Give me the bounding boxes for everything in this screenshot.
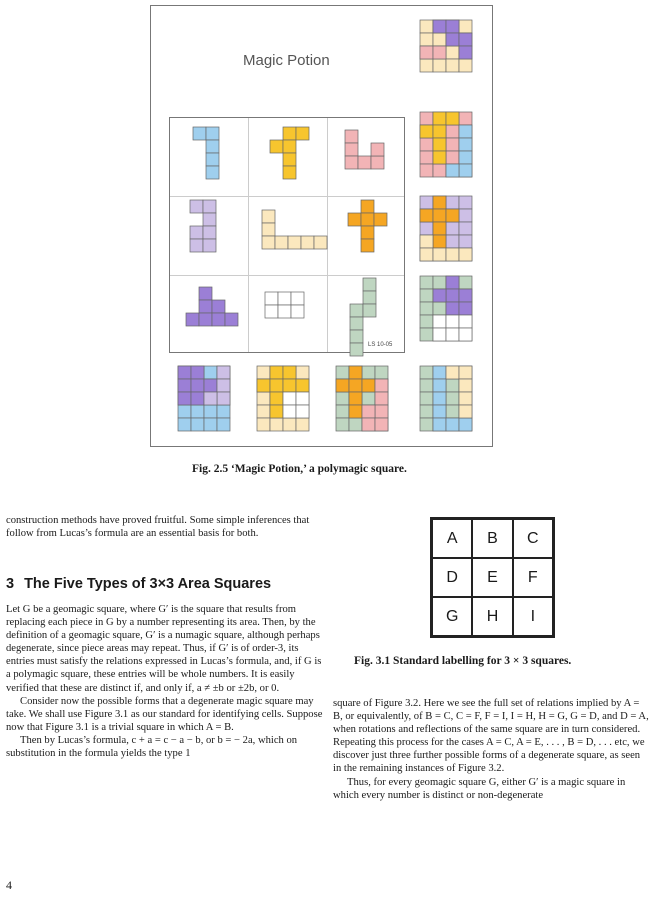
grid-cell-i: I bbox=[514, 598, 552, 635]
figure-caption: Fig. 2.5 ‘Magic Potion,’ a polymagic square. bbox=[192, 463, 407, 475]
section-heading bbox=[6, 576, 271, 592]
intro-text: construction methods have proved fruitful. Some simple inferences that follow from Lucas’s formula are an essential basis for both. bbox=[6, 515, 310, 540]
board-piece-2 bbox=[270, 127, 309, 179]
section-title: The Five Types of 3×3 Area Squares bbox=[24, 576, 272, 592]
page-number: 4 bbox=[6, 878, 12, 892]
section-number: 3 bbox=[6, 576, 15, 592]
left-column-text bbox=[6, 603, 326, 760]
right-paragraph-2: Thus, for every geomagic square G, either G′ is a magic square in which every number is distinct or non-degenerate bbox=[333, 776, 626, 801]
grid-cell-c: C bbox=[514, 520, 552, 557]
labelling-caption: Fig. 3.1 Standard labelling for 3 × 3 squares. bbox=[354, 655, 572, 667]
assembled-overlay bbox=[283, 392, 309, 418]
board-piece-7 bbox=[186, 287, 238, 326]
grid-cell-d: D bbox=[433, 559, 471, 596]
grid-cell-a: A bbox=[433, 520, 471, 557]
board-code: LS 10-05 bbox=[368, 342, 393, 348]
grid-cell-f: F bbox=[514, 559, 552, 596]
board-piece-6 bbox=[348, 200, 387, 252]
board-piece-8 bbox=[265, 292, 304, 318]
intro-paragraph bbox=[6, 514, 324, 540]
grid-cell-e: E bbox=[473, 559, 511, 596]
board-piece-3 bbox=[345, 130, 384, 169]
grid-cell-h: H bbox=[473, 598, 511, 635]
grid-cell-b: B bbox=[473, 520, 511, 557]
grid-cell-g: G bbox=[433, 598, 471, 635]
board-piece-4 bbox=[190, 200, 216, 252]
right-paragraph-1: square of Figure 3.2. Here we see the full set of relations implied by A = B, or equivalently, of B = C, C = F, F = I, I = H, H = G, G = D, and D = A, when rotations and reflections of the same square are in turn considered. Repeating this process for the cases A = C, A = E, . . . , B = D, . . . etc, we discover just three further possible forms of a degenerate square, as seen in the remaining instances of Figure 3.2. bbox=[333, 698, 649, 775]
assembled-overlay bbox=[420, 46, 446, 59]
board-piece-5 bbox=[262, 210, 327, 249]
labelling-grid bbox=[430, 517, 555, 638]
paragraph-3: Then by Lucas’s formula, c + a = c − a − b, or b = − 2a, which on substitution in the formula yields the type 1 bbox=[6, 734, 298, 760]
assembled-overlay bbox=[433, 315, 472, 341]
paragraph-2: Consider now the possible forms that a degenerate magic square may take. We shall use Figure 3.1 as our standard for identifying cells. Suppose now that Figure 3.1 is a trivial square in which A = B. bbox=[6, 695, 323, 733]
right-column-text bbox=[333, 697, 649, 802]
figure-title: Magic Potion bbox=[243, 52, 330, 69]
paragraph-1: Let G be a geomagic square, where G′ is the square that results from replacing each piece in G by a number representing its area. Then, by the definition of a geomagic square, G′ is a numagic square, although perhaps degenerate, since piece areas may repeat. Thus, if G′ is of order-3, its entries must satisfy the relations expressed in Lucas’s formula, and, if G is a polymagic square, these entries will be whole numbers. It is easily verified that these are distinct if, and only if, a ≠ ±b or ±2b, or 0. bbox=[6, 604, 322, 694]
board-piece-1 bbox=[193, 127, 219, 179]
board-piece-9 bbox=[350, 278, 376, 356]
